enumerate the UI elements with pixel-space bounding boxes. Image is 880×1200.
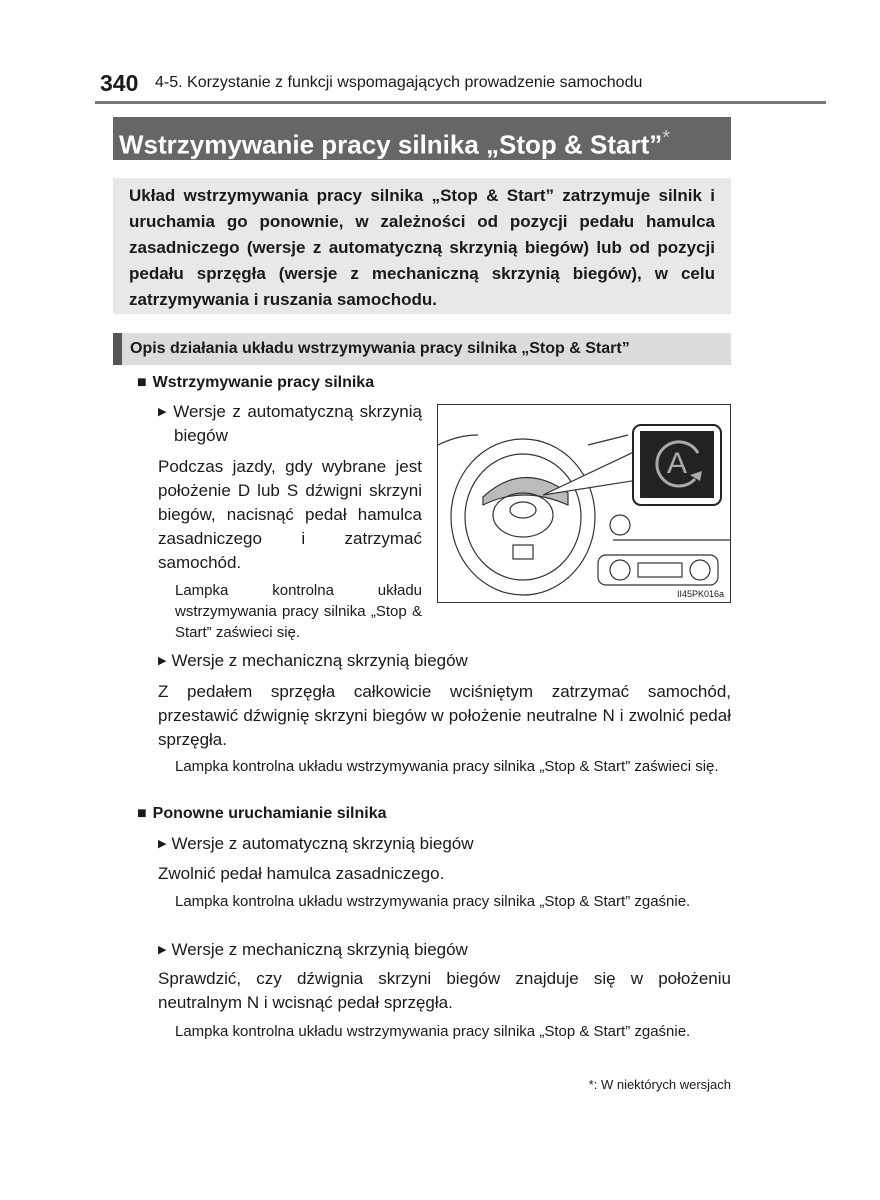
subheading-restart: ■ Ponowne uruchamianie silnika [137, 805, 387, 823]
header-rule [95, 101, 826, 104]
footnote: *: W niektórych wersjach [588, 1077, 731, 1092]
note-stop-auto: Lampka kontrolna układu wstrzymywania pracy silnika „Stop & Start” zaświeci się. [175, 582, 422, 641]
note-stop-manual: Lampka kontrolna układu wstrzymywania pracy silnika „Stop & Start” zaświeci się. [175, 758, 719, 775]
text-restart-auto: Zwolnić pedał hamulca zasadniczego. [158, 864, 445, 883]
section-heading: Opis działania układu wstrzymywania pracy silnika „Stop & Start” [113, 333, 731, 365]
text-stop-auto: Podczas jazdy, gdy wybrane jest położenie D lub S dźwigni skrzyni biegów, nacisnąć pedał hamulca zasadniczego i zatrzymać samochód. [158, 457, 422, 572]
page-number: 340 [100, 70, 139, 96]
page-title [113, 117, 731, 160]
figure-code: II45PK016a [676, 589, 724, 599]
steering-wheel-illustration [438, 405, 731, 603]
label-stop-manual: ▶ Wersje z mechaniczną skrzynią biegów [158, 649, 468, 673]
subheading-stop: ■ Wstrzymywanie pracy silnika [137, 374, 374, 392]
note-restart-auto: Lampka kontrolna układu wstrzymywania pracy silnika „Stop & Start” zgaśnie. [175, 893, 691, 910]
note-restart-manual: Lampka kontrolna układu wstrzymywania pracy silnika „Stop & Start” zgaśnie. [175, 1023, 691, 1040]
chapter-title: 4-5. Korzystanie z funkcji wspomagających prowadzenie samochodu [155, 74, 643, 91]
label-restart-auto: ▶ Wersje z automatyczną skrzynią biegów [158, 832, 474, 856]
label-stop-auto: ▶ Wersje z automatyczną skrzynią biegów [158, 400, 422, 448]
label-restart-manual: ▶ Wersje z mechaniczną skrzynią biegów [158, 938, 468, 962]
intro-box: Układ wstrzymywania pracy silnika „Stop & Start” zatrzymuje silnik i uruchamia go ponownie, w zależności od pozycji pedału hamulca zasadniczego (wersje z automatyczną skrzynią biegów) lub od pozycji pedału sprzęgła (wersje z mechaniczną skrzynią biegów), w celu zatrzymywania i ruszania samochodu. [113, 178, 731, 314]
title-asterisk: * [662, 127, 671, 149]
text-stop-manual: Z pedałem sprzęgła całkowicie wciśniętym zatrzymać samochód, przestawić dźwignię skrzyni biegów w położenie neutralne N i zwolnić pedał sprzęgła. [158, 682, 731, 749]
svg-text:A: A [666, 447, 688, 480]
text-restart-manual: Sprawdzić, czy dźwignia skrzyni biegów znajduje się w położeniu neutralnym N i wcisnąć pedał sprzęgła. [158, 969, 731, 1012]
title-text: Wstrzymywanie pracy silnika „Stop & Start” [119, 129, 663, 160]
dashboard-illustration [437, 404, 731, 603]
